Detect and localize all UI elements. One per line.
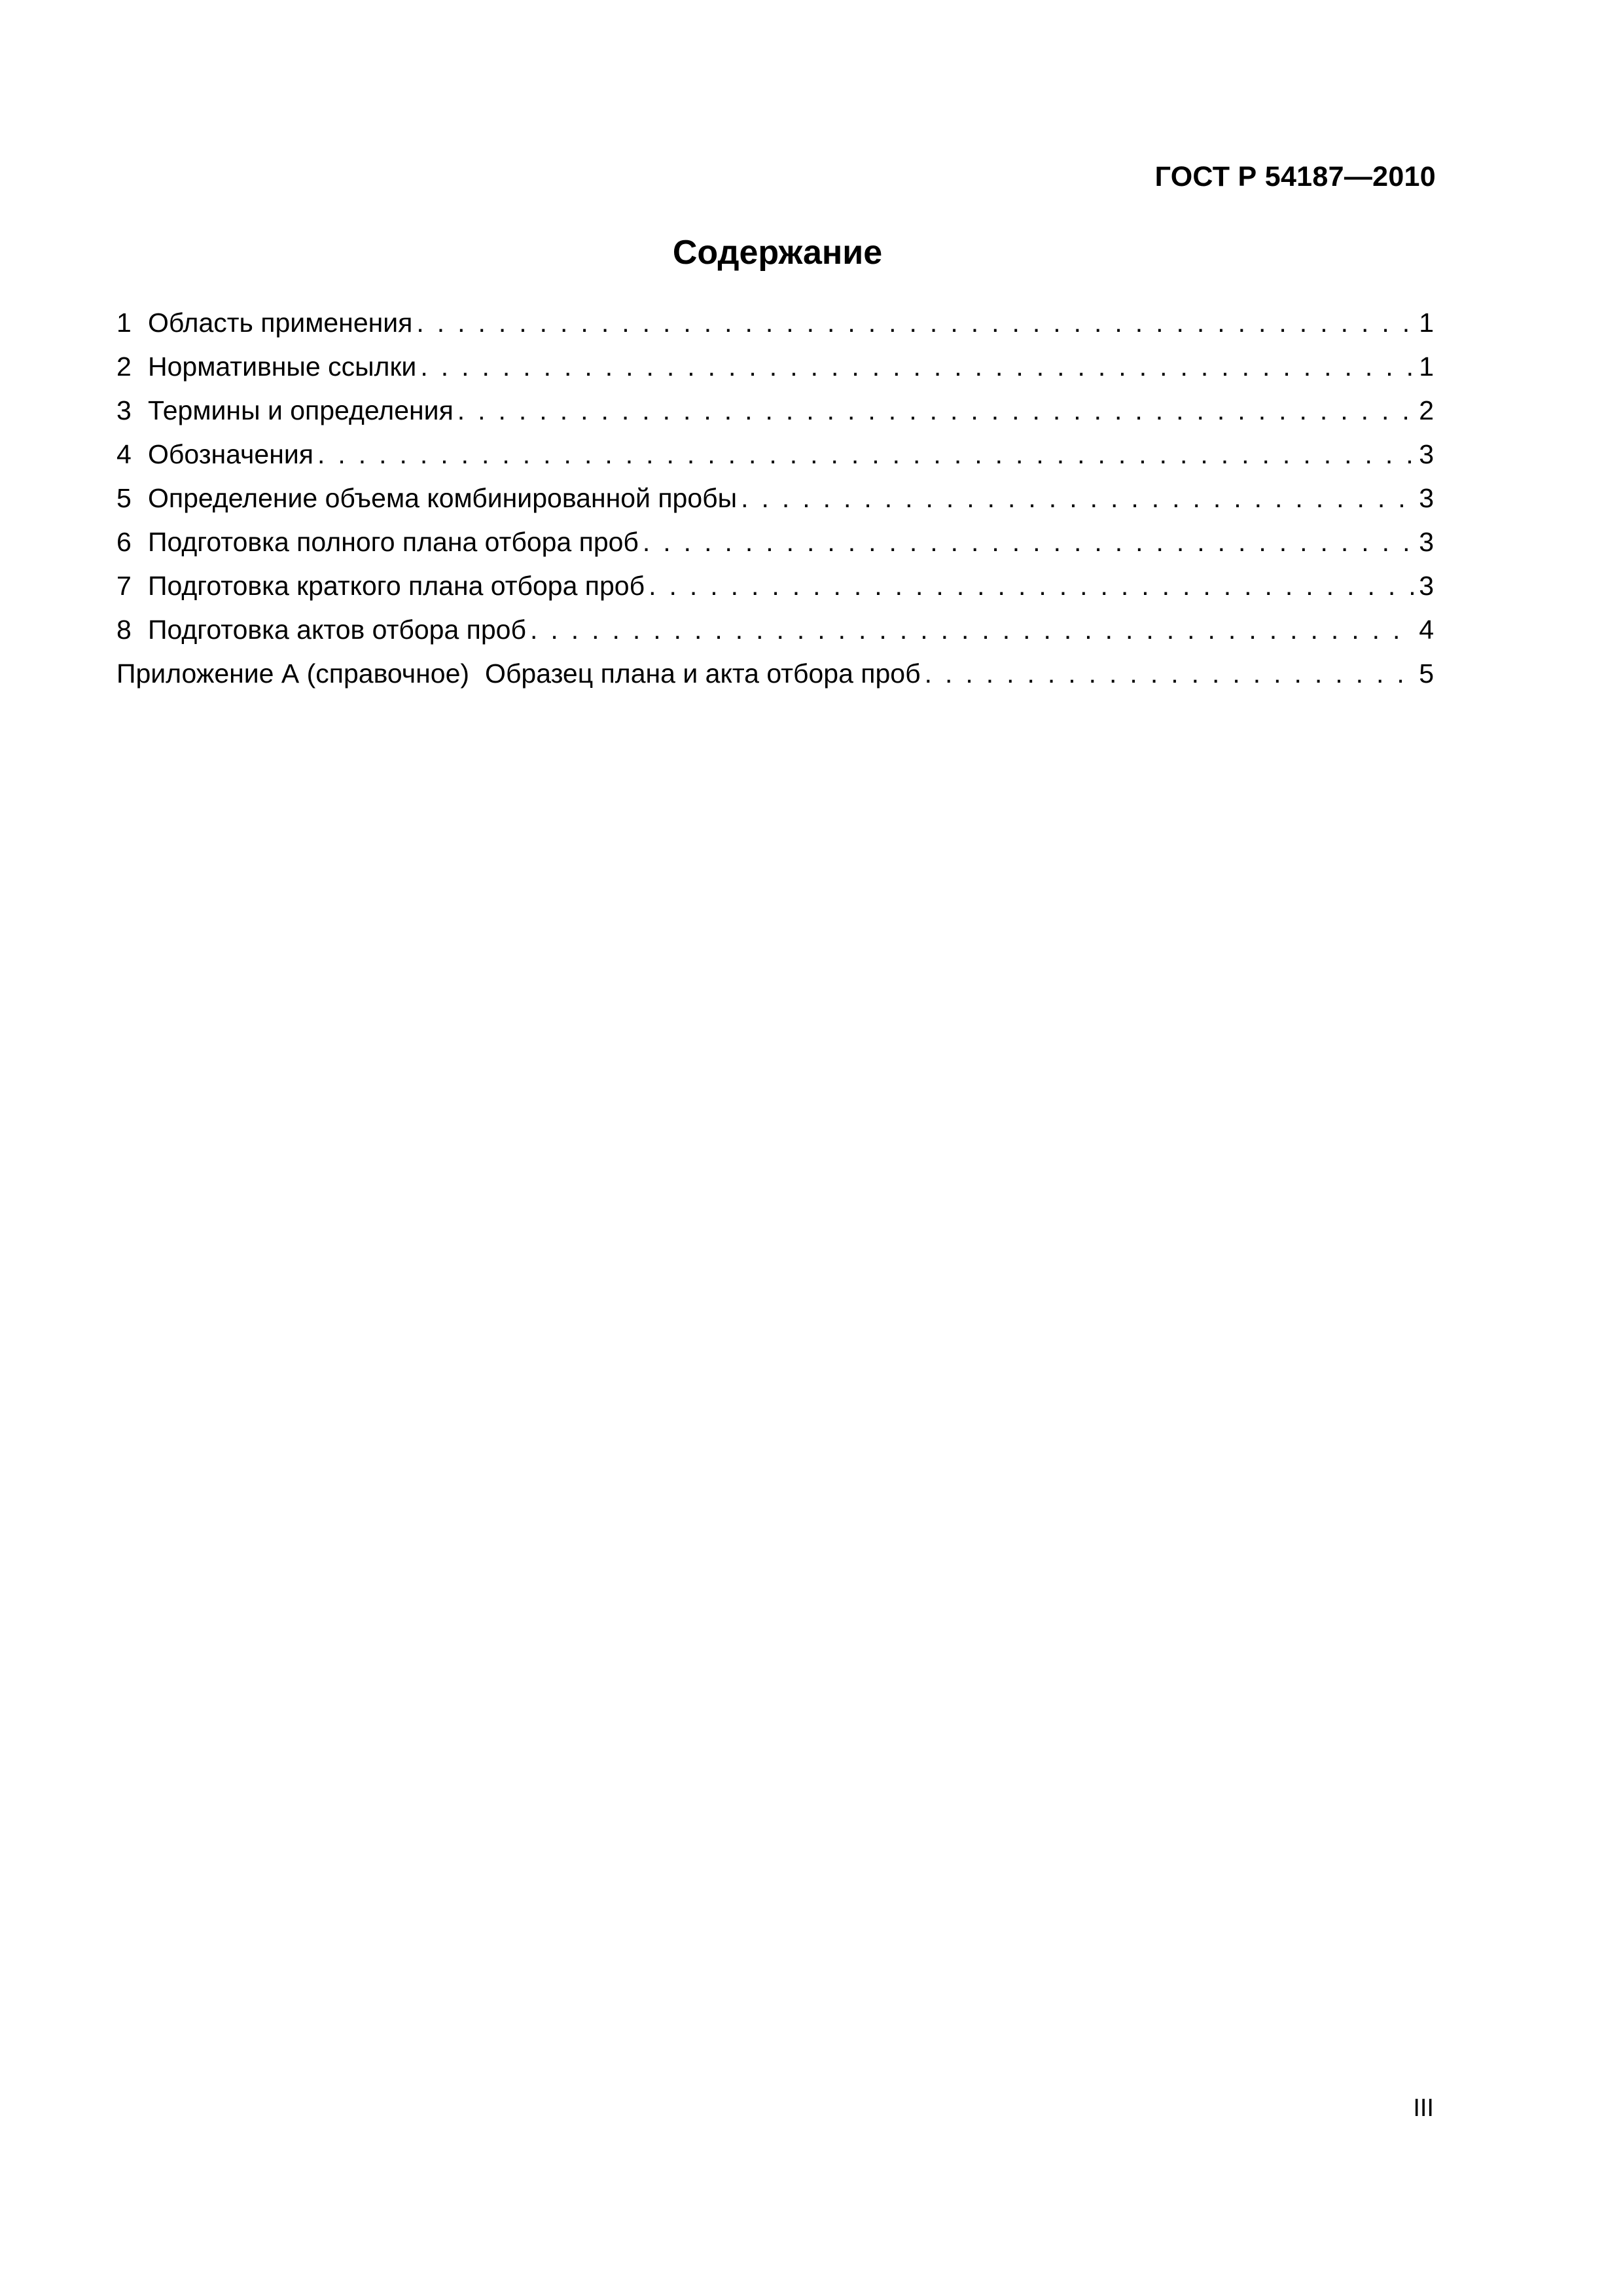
toc-entry-title: Определение объема комбинированной пробы bbox=[148, 483, 738, 513]
toc-entry[interactable] bbox=[116, 608, 1434, 652]
toc-title: Содержание bbox=[672, 234, 883, 272]
toc-entry-number: 8 bbox=[116, 615, 132, 645]
toc-entry-title: Подготовка актов отбора проб bbox=[148, 615, 526, 645]
toc-entry[interactable] bbox=[116, 345, 1434, 389]
table-of-contents bbox=[116, 301, 1434, 696]
toc-entry-number: 2 bbox=[116, 351, 132, 382]
toc-entry[interactable] bbox=[116, 433, 1434, 476]
dot-leader bbox=[925, 652, 1414, 696]
toc-entry-number: 6 bbox=[116, 527, 132, 557]
dot-leader bbox=[420, 345, 1414, 389]
page-number: III bbox=[1413, 2094, 1434, 2122]
dot-leader bbox=[416, 301, 1414, 345]
dot-leader bbox=[649, 564, 1414, 608]
dot-leader bbox=[457, 389, 1414, 433]
toc-entry-page: 1 bbox=[1419, 308, 1434, 338]
toc-entry-page: 3 bbox=[1419, 483, 1434, 513]
toc-entry-page: 1 bbox=[1419, 351, 1434, 382]
toc-entry[interactable] bbox=[116, 301, 1434, 345]
toc-entry-number: 3 bbox=[116, 395, 132, 425]
toc-entry-page: 4 bbox=[1419, 615, 1434, 645]
appendix-title: Образец плана и акта отбора проб bbox=[485, 658, 921, 689]
toc-entry[interactable] bbox=[116, 476, 1434, 520]
document-code: ГОСТ Р 54187—2010 bbox=[1154, 161, 1436, 192]
toc-entry[interactable] bbox=[116, 389, 1434, 433]
toc-entry[interactable] bbox=[116, 520, 1434, 564]
toc-entry-page: 3 bbox=[1419, 571, 1434, 601]
toc-entry-title: Термины и определения bbox=[148, 395, 454, 425]
appendix-label-text: Приложение А (справочное) bbox=[116, 658, 470, 689]
appendix-label bbox=[116, 652, 921, 696]
toc-entry-page: 5 bbox=[1419, 658, 1434, 689]
toc-entry-number: 7 bbox=[116, 571, 132, 601]
toc-entry[interactable] bbox=[116, 564, 1434, 608]
toc-entry-number: 5 bbox=[116, 483, 132, 513]
toc-entry-title: Обозначения bbox=[148, 439, 313, 469]
toc-entry-appendix[interactable] bbox=[116, 652, 1434, 696]
toc-entry-title: Нормативные ссылки bbox=[148, 351, 417, 382]
dot-leader bbox=[317, 433, 1414, 476]
toc-entry-title: Подготовка краткого плана отбора проб bbox=[148, 571, 645, 601]
toc-entry-page: 2 bbox=[1419, 395, 1434, 425]
toc-entry-page: 3 bbox=[1419, 439, 1434, 469]
toc-entry-title: Область применения bbox=[148, 308, 413, 338]
dot-leader bbox=[741, 476, 1414, 520]
toc-entry-page: 3 bbox=[1419, 527, 1434, 557]
toc-entry-title: Подготовка полного плана отбора проб bbox=[148, 527, 639, 557]
dot-leader bbox=[530, 608, 1414, 652]
toc-entry-number: 1 bbox=[116, 308, 132, 338]
dot-leader bbox=[643, 520, 1414, 564]
toc-entry-number: 4 bbox=[116, 439, 132, 469]
